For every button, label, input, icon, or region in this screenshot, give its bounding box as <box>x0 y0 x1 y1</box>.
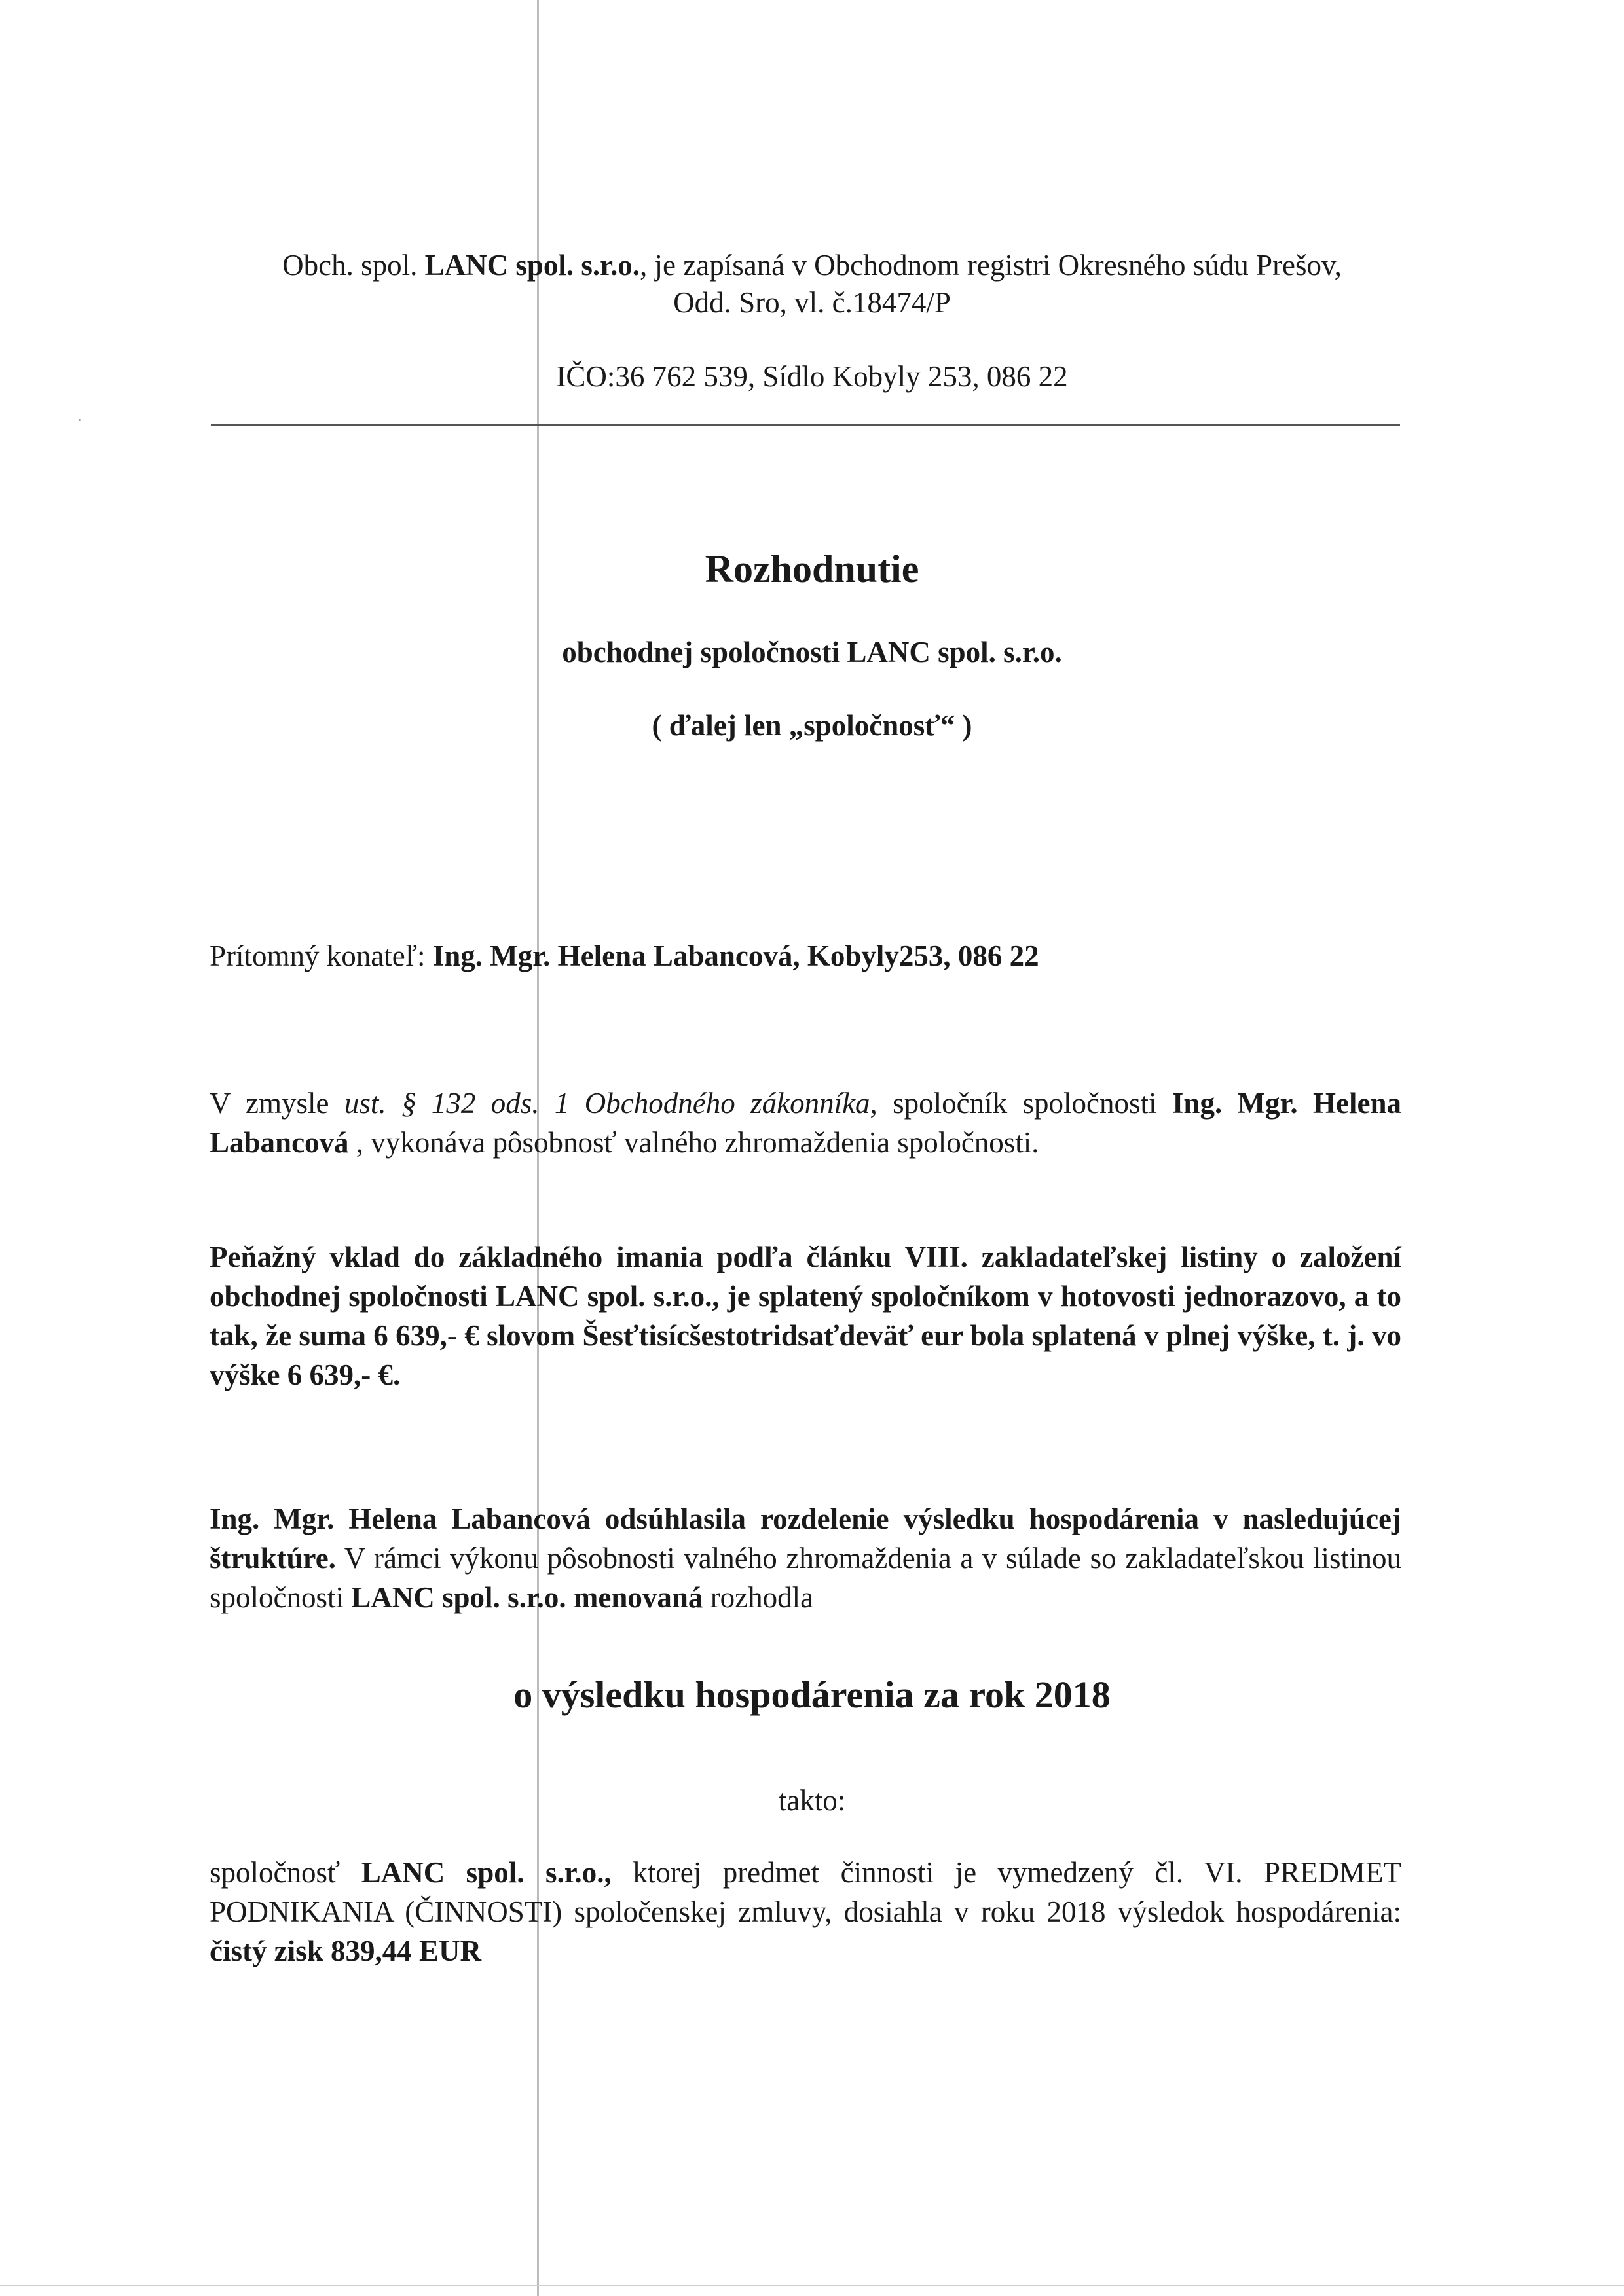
para4-net-profit: čistý zisk 839,44 EUR <box>210 1935 481 1967</box>
registry-company: LANC spol. s.r.o. <box>424 249 640 282</box>
paragraph-result <box>210 1853 1401 1971</box>
section-heading: o výsledku hospodárenia za rok 2018 <box>513 1673 1111 1716</box>
registry-line-2: Odd. Sro, vl. č.18474/P <box>673 286 951 319</box>
document-subtitle: obchodnej spoločnosti LANC spol. s.r.o. <box>562 636 1062 668</box>
para1-law-reference: ust. § 132 ods. 1 Obchodného zákonníka <box>344 1087 870 1120</box>
para1-partner-name: Ing. Mgr. Helena Labancová <box>210 1087 1401 1159</box>
para3-company: LANC spol. s.r.o. menovaná <box>351 1581 703 1614</box>
company-id-line: IČO:36 762 539, Sídlo Kobyly 253, 086 22 <box>556 360 1068 393</box>
scan-bottom-edge <box>0 2285 1624 2286</box>
header-divider <box>211 424 1400 426</box>
paragraph-profit-distribution <box>210 1499 1401 1617</box>
para3-text-2: rozhodla <box>703 1581 814 1614</box>
konatel-label: Prítomný konateľ: <box>210 939 433 972</box>
para1-text-1: V zmysle <box>210 1087 344 1120</box>
registry-line-1 <box>0 246 1624 285</box>
para4-company: LANC spol. s.r.o., <box>361 1856 612 1889</box>
document-title: Rozhodnutie <box>705 547 919 591</box>
document-subtitle-2: ( ďalej len „spoločnosť“ ) <box>652 709 972 742</box>
para3-decision: Ing. Mgr. Helena Labancová odsúhlasila rozdelenie výsledku hospodárenia v nasledujúcej štruktúre. <box>210 1503 1401 1575</box>
scan-speck <box>79 419 81 421</box>
para4-text-1: spoločnosť <box>210 1856 361 1889</box>
konatel-line <box>210 936 1401 975</box>
takto-label: takto: <box>778 1784 846 1817</box>
registry-prefix: Obch. spol. <box>282 249 425 282</box>
registry-text: , je zapísaná v Obchodnom registri Okresného súdu Prešov, <box>640 249 1342 282</box>
para1-text-2: , spoločník spoločnosti <box>870 1087 1172 1120</box>
paragraph-authority <box>210 1084 1401 1162</box>
konatel-value: Ing. Mgr. Helena Labancová, Kobyly253, 086 22 <box>432 939 1039 972</box>
paragraph-capital-deposit: Peňažný vklad do základného imania podľa článku VIII. zakladateľskej listiny o založení obchodnej spoločnosti LANC spol. s.r.o., je splatený spoločníkom v hotovosti jednorazovo, a to tak, že suma 6 639,- € slovom Šesťtisícšestotridsaťdeväť eur bola splatená v plnej výške, t. j. vo výške 6 639,- €. <box>210 1241 1401 1391</box>
para1-text-3: , vykonáva pôsobnosť valného zhromaždenia spoločnosti. <box>348 1126 1039 1159</box>
para3-text-1: V rámci výkonu pôsobnosti valného zhromaždenia a v súlade so zakladateľskou listinou spoločnosti <box>210 1542 1401 1614</box>
para4-text-2: ktorej predmet činnosti je vymedzený čl. VI. PREDMET PODNIKANIA (ČINNOSTI) spoločenskej zmluvy, dosiahla v roku 2018 výsledok hospodárenia: <box>210 1856 1401 1928</box>
